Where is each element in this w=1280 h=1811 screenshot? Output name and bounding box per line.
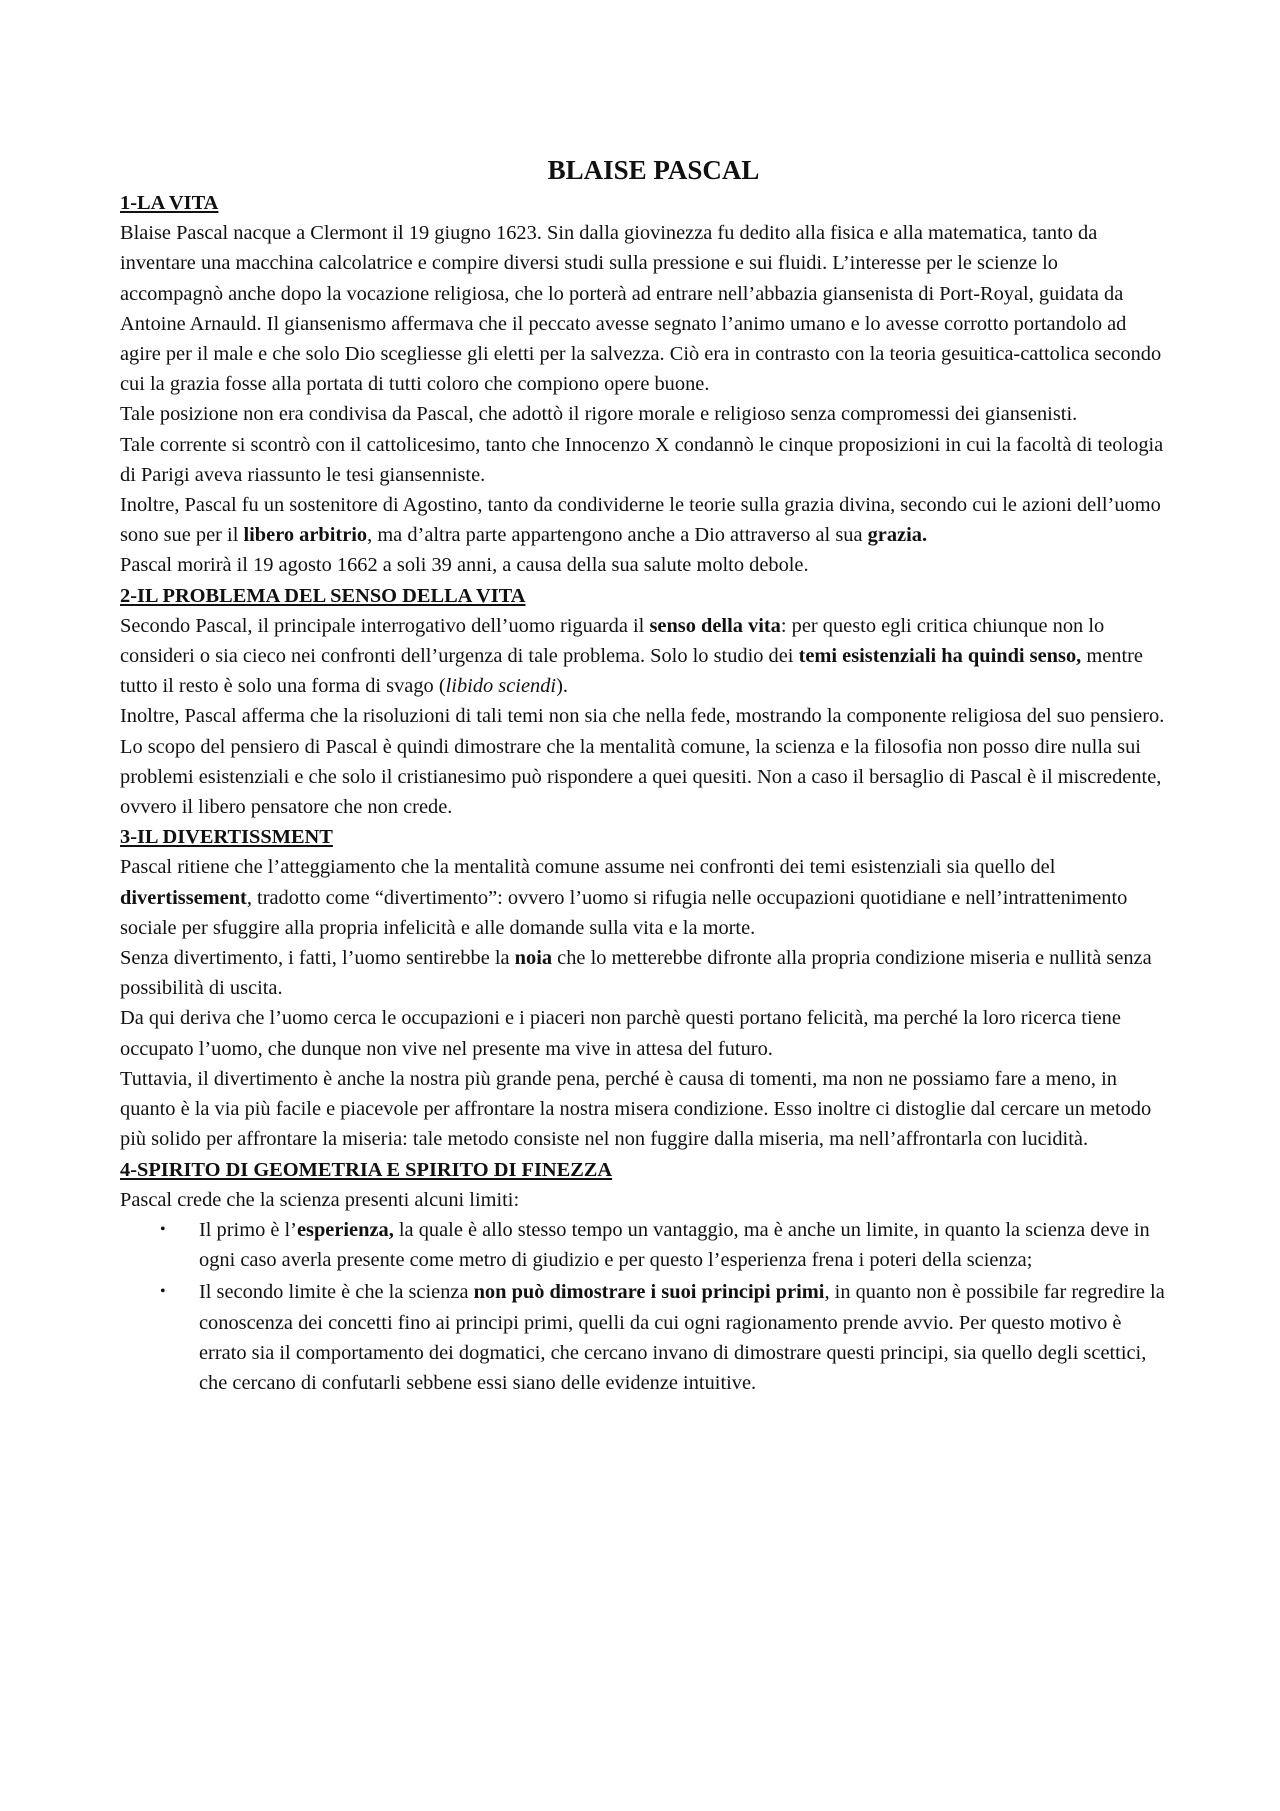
bold-term: grazia.	[867, 524, 928, 547]
text-run: Pascal ritiene che l’atteggiamento che la mentalità comune assume nei confronti dei temi esistenziali sia quello del	[120, 856, 1056, 879]
text-run: mentre tutto il resto è solo una forma di svago (	[120, 645, 1143, 698]
text-run: Inoltre, Pascal fu un sostenitore di Agostino, tanto da condividerne le teorie sulla grazia divina, secondo cui le azioni dell’uomo sono sue per il	[120, 494, 1161, 547]
text-run: Secondo Pascal, il principale interrogativo dell’uomo riguarda il	[120, 614, 650, 637]
paragraph	[120, 852, 1165, 943]
text-run: Pascal morirà il 19 agosto 1662 a soli 39 anni, a causa della sua salute molto debole.	[120, 554, 809, 577]
section-heading: 3-IL DIVERTISSMENT	[120, 826, 333, 849]
italic-term: libido sciendi	[445, 675, 557, 698]
text-run: , in quanto non è possibile far regredire la conoscenza dei concetti fino ai principi primi, quelli da cui ogni ragionamento prende avvio. Per questo motivo è errato sia il comportamento dei dogmatici, che cercano invano di dimostrare questi principi, sia quello degli scettici, che cercano di confutarli sebbene essi siano delle evidenze intuitive.	[199, 1281, 1165, 1394]
text-run: Blaise Pascal nacque a Clermont il 19 giugno 1623. Sin dalla giovinezza fu dedito alla fisica e alla matematica, tanto da inventare una macchina calcolatrice e compire diversi studi sulla pressione e sui fluidi. L’interesse per le scienze lo accompagnò anche dopo la vocazione religiosa, che lo porterà ad entrare nell’abbazia giansenista di Port-Royal, guidata da Antoine Arnauld. Il giansenismo affermava che il peccato avesse segnato l’animo umano e lo avesse corrotto portandolo ad agire per il male e che solo Dio scegliesse gli eletti per la salvezza. Ciò era in contrasto con la teoria gesuitica-cattolica secondo cui la grazia fosse alla portata di tutti coloro che compiono opere buone.	[120, 222, 1162, 396]
paragraph	[120, 550, 1165, 580]
document-page	[120, 152, 1165, 1400]
paragraph	[120, 1064, 1165, 1155]
paragraph	[120, 218, 1165, 399]
bold-term: libero arbitrio	[243, 524, 368, 547]
text-run: che lo metterebbe difronte alla propria condizione miseria e nullità senza possibilità di uscita.	[120, 947, 1152, 1000]
section-spirito-geometria-finezza	[120, 1155, 1165, 1399]
bullet-icon: •	[160, 1220, 166, 1238]
bold-term: non può dimostrare i suoi principi primi	[473, 1281, 825, 1304]
paragraph	[120, 1185, 1165, 1215]
paragraph	[120, 701, 1165, 731]
text-run: Il secondo limite è che la scienza	[199, 1281, 474, 1304]
section-heading: 1-LA VITA	[120, 192, 219, 214]
bold-term: senso della vita	[649, 614, 781, 637]
list-item	[120, 1215, 1165, 1275]
bullet-icon: •	[160, 1283, 166, 1301]
text-run: Il primo è l’	[199, 1218, 297, 1241]
text-run: Da qui deriva che l’uomo cerca le occupazioni e i piaceri non parchè questi portano felicità, ma perché la loro ricerca tiene occupato l’uomo, che dunque non vive nel presente ma vive in attesa del futuro.	[120, 1007, 1121, 1060]
text-run: Senza divertimento, i fatti, l’uomo sentirebbe la	[120, 947, 515, 970]
paragraph	[120, 943, 1165, 1003]
paragraph	[120, 399, 1165, 429]
bold-term: esperienza,	[296, 1218, 394, 1241]
bold-term: temi esistenziali ha quindi senso,	[798, 645, 1082, 668]
text-run: Tuttavia, il divertimento è anche la nostra più grande pena, perché è causa di tomenti, ma non ne possiamo fare a meno, in quanto è la via più facile e piacevole per affrontare la nostra misera condizione. Esso inoltre ci distoglie dal cercare un metodo più solido per affrontare la miseria: tale metodo consiste nel non fuggire dalla miseria, ma nell’affrontarla con lucidità.	[120, 1067, 1152, 1151]
list-item	[120, 1277, 1165, 1398]
text-run: la quale è allo stesso tempo un vantaggio, ma è anche un limite, in quanto la scienza deve in ogni caso averla presente come metro di giudizio e per questo l’esperienza frena i poteri della scienza;	[199, 1218, 1150, 1272]
text-run: Tale posizione non era condivisa da Pascal, che adottò il rigore morale e religioso senza compromessi dei giansenisti.	[120, 403, 1078, 426]
text-run: Tale corrente si scontrò con il cattolicesimo, tanto che Innocenzo X condannò le cinque proposizioni in cui la facoltà di teologia di Parigi aveva riassunto le tesi giansenniste.	[120, 433, 1164, 486]
bullet-list	[120, 1215, 1165, 1398]
document-title: BLAISE PASCAL	[547, 155, 760, 185]
text-run: ).	[556, 675, 568, 698]
text-run: , ma d’altra parte appartengono anche a Dio attraverso al sua	[367, 524, 868, 547]
bold-term: noia	[514, 947, 553, 970]
paragraph	[120, 611, 1165, 702]
section-senso-della-vita	[120, 581, 1165, 823]
paragraph	[120, 1003, 1165, 1063]
paragraph	[120, 430, 1165, 490]
paragraph	[120, 490, 1165, 550]
text-run: Inoltre, Pascal afferma che la risoluzioni di tali temi non sia che nella fede, mostrando la componente religiosa del suo pensiero.	[120, 705, 1165, 728]
section-divertissement	[120, 822, 1165, 1154]
text-run: Pascal crede che la scienza presenti alcuni limiti:	[120, 1188, 520, 1211]
section-la-vita	[120, 188, 1165, 581]
bold-term: divertissement	[120, 886, 247, 909]
section-heading: 2-IL PROBLEMA DEL SENSO DELLA VITA	[120, 584, 526, 607]
text-run: : per questo egli critica chiunque non lo consideri o sia cieco nei confronti dell’urgenza di tale problema. Solo lo studio dei	[120, 614, 1105, 668]
text-run: Lo scopo del pensiero di Pascal è quindi dimostrare che la mentalità comune, la scienza e la filosofia non posso dire nulla sui problemi esistenziali e che solo il cristianesimo può rispondere a quei quesiti. Non a caso il bersaglio di Pascal è il miscredente, ovvero il libero pensatore che non crede.	[120, 735, 1162, 819]
paragraph	[120, 732, 1165, 823]
section-heading: 4-SPIRITO DI GEOMETRIA E SPIRITO DI FINEZZA	[120, 1158, 613, 1181]
text-run: , tradotto come “divertimento”: ovvero l’uomo si rifugia nelle occupazioni quotidiane e nell’intrattenimento sociale per sfuggire alla propria infelicità e alle domande sulla vita e la morte.	[120, 886, 1128, 939]
